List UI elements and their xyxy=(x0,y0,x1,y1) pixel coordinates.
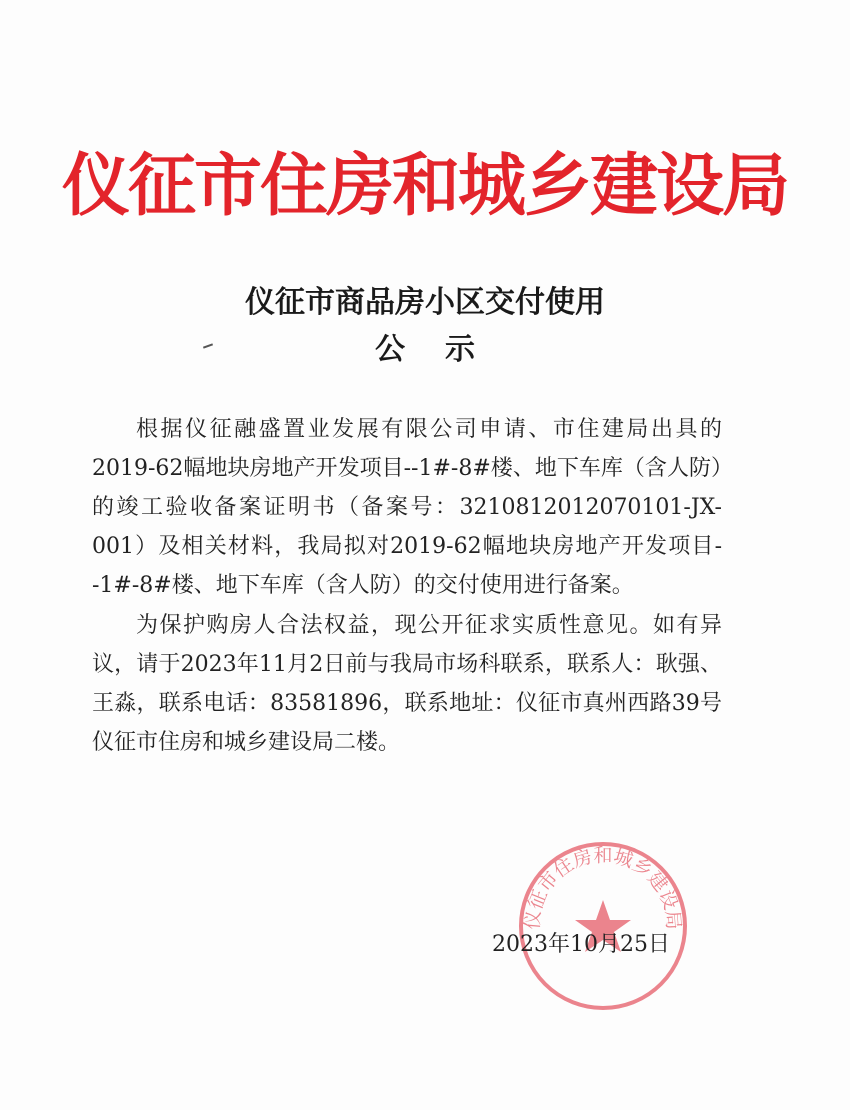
notice-title: 仪征市商品房小区交付使用 xyxy=(245,285,605,320)
letterhead-org-name: 仪征市住房和城乡建设局 xyxy=(61,146,788,226)
body-paragraph-1: 根据仪征融盛置业发展有限公司申请、市住建局出具的2019-62幅地块房地产开发项目--1#-8#楼、地下车库（含人防）的竣工验收备案证明书（备案号：3210812012070101-JX-001）及相关材料，我局拟对2019-62幅地块房地产开发项目--1#-8#楼、地下车库（含人防）的交付使用进行备案。 xyxy=(92,417,722,598)
official-seal-stamp xyxy=(515,838,691,1014)
body-paragraph-2: 为保护购房人合法权益，现公开征求实质性意见。如有异议，请于2023年11月2日前与我局市场科联系，联系人：耿强、王淼，联系电话：83581896，联系地址：仪征市真州西路39号仪征市住房和城乡建设局二楼。 xyxy=(92,613,722,755)
notice-date: 2023年10月25日 xyxy=(492,932,670,957)
seal-text: 仪征市住房和城乡建设局 xyxy=(521,844,685,931)
notice-body xyxy=(92,410,722,763)
notice-subtitle: 公示 xyxy=(375,332,515,367)
